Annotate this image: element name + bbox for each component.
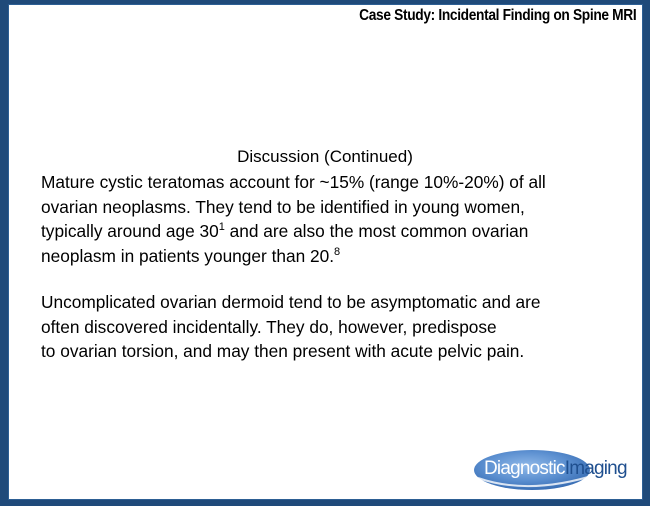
paragraph-1-line-1: Mature cystic teratomas account for ~15% (range 10%-20%) of all (41, 172, 546, 192)
logo-text-diagnostic: Diagnostic (484, 458, 565, 479)
paragraph-1 (41, 170, 621, 268)
logo-text-imaging: Imaging (564, 458, 627, 479)
paragraph-2-line-1: Uncomplicated ovarian dermoid tend to be asymptomatic and are (41, 292, 541, 312)
paragraph-2-line-3: to ovarian torsion, and may then present with acute pelvic pain. (41, 341, 525, 361)
paragraph-1-line-3-text-b: and are also the most common ovarian (224, 221, 529, 241)
section-heading: Discussion (Continued) (237, 147, 413, 166)
paragraph-2 (41, 290, 621, 364)
paragraph-1-line-4-text: neoplasm in patients younger than 20. (41, 245, 335, 266)
reference-superscript-1: 1 (218, 221, 225, 233)
paragraph-1-line-3-text-a: typically around age 30 (41, 221, 219, 241)
diagnostic-imaging-logo (470, 444, 640, 494)
paragraph-1-line-3 (41, 219, 621, 244)
paragraph-1-line-2: ovarian neoplasms. They tend to be identified in young women, (41, 196, 525, 217)
reference-superscript-8: 8 (334, 245, 341, 258)
logo-text (484, 458, 627, 480)
paragraph-2-line-2: often discovered incidentally. They do, however, predispose (41, 316, 497, 337)
slide-title: Case Study: Incidental Finding on Spine MRI (358, 7, 636, 24)
paragraph-1-line-4 (41, 244, 621, 269)
